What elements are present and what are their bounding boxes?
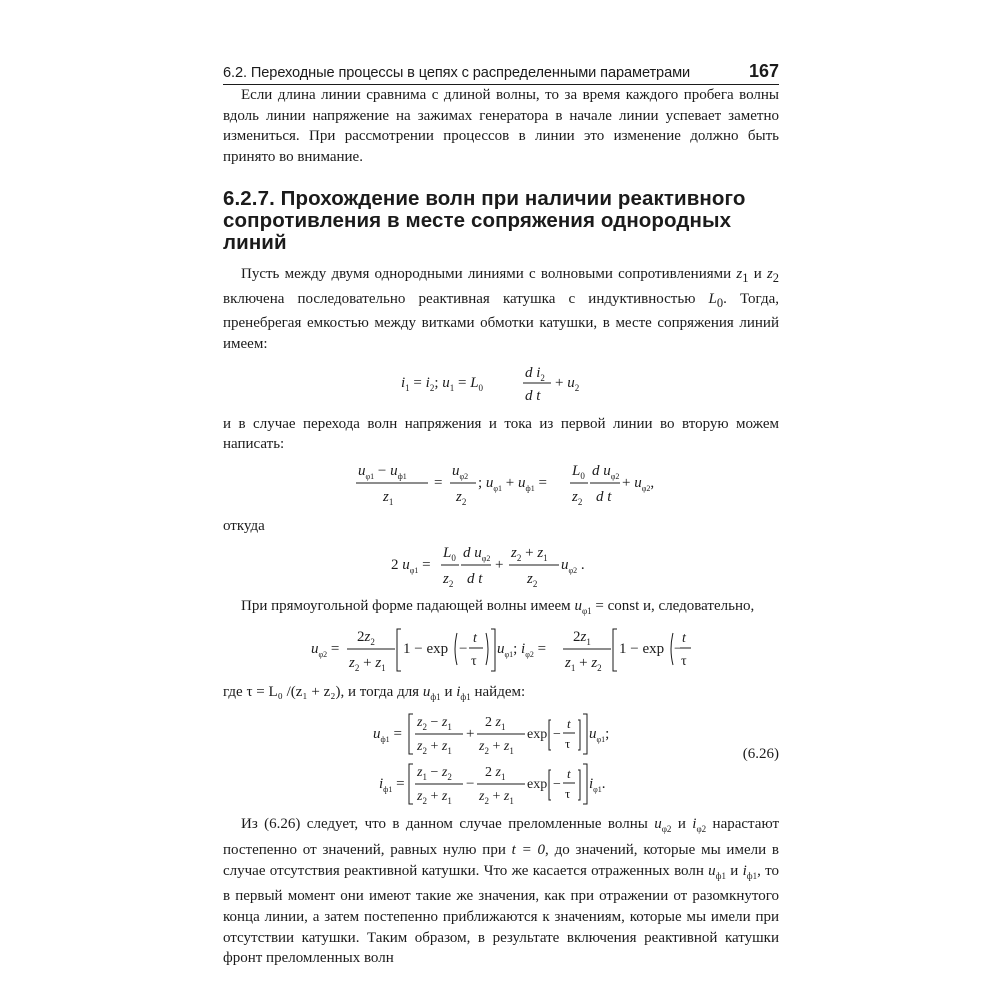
- svg-text:L0: $L_0$: [572, 463, 585, 482]
- paragraph-conclusion: Из (6.26) следует, что в данном случае преломленные волны $u_{\varphi 2}$ и $i_{\varphi 2}$ нарастают постепенно от значений, равных нулю при t = 0, до значений, которые мы имели в случае отсутствия реактивной катушки. Что же касается отраженных волн $u_{ф1}$ и $i_{ф1}$, то в первый момент они имеют такие же значения, как при отражении от разомкнутого конца линии, а затем постепенно приближаются к значениям, которые мы имели при отсутствии катушки. Таким образом, в результате включения реактивной катушки фронт преломленных волн: [223, 816, 780, 967]
- svg-text:exp: exp: [527, 727, 548, 743]
- svg-text:τ: τ: [565, 786, 571, 802]
- svg-text:+: +: [466, 726, 475, 743]
- equation-refracted-waves: [223, 621, 779, 682]
- svg-text:+ uφ2,: + $u_{\varphi 2}$,: [622, 475, 655, 494]
- book-page: [223, 60, 779, 969]
- paragraph-whence: откуда: [223, 518, 265, 535]
- running-head: [223, 60, 779, 85]
- svg-text:iф1 =: $i_{ф1}$ =: [379, 776, 405, 795]
- svg-text:−: −: [553, 777, 561, 793]
- svg-text:z2 + z1: $z_2 + z_1$: [417, 739, 452, 757]
- svg-text:t: t: [567, 766, 571, 782]
- svg-text:; uφ1 + uф1 =: ; $u_{\varphi 1} + u_{ф1}$ =: [478, 475, 547, 494]
- svg-text:d uφ2: d $u_{\varphi 2}$: [592, 463, 620, 482]
- equation-wave-transition: [223, 455, 779, 516]
- paragraph-tau: где τ = L₀ /(z₁ + z₂), и тогда для $u_{ф1}$ и $i_{ф1}$ найдем:: [223, 684, 526, 703]
- svg-text:z1: $z_1$: [383, 489, 394, 508]
- svg-text:+: +: [495, 556, 504, 573]
- svg-text:z2 + z1: $z_2 + z_1$: [479, 789, 514, 807]
- svg-text:z2 − z1: $z_2 - z_1$: [417, 715, 452, 733]
- svg-text:uφ1 − uф1: $u_{\varphi 1} - u_{ф1}$: [358, 463, 407, 482]
- svg-text:−: −: [466, 776, 475, 793]
- equation-number: (6.26): [742, 746, 779, 763]
- svg-text:−: −: [553, 727, 561, 743]
- svg-text:z2: $z_2$: [456, 489, 467, 508]
- svg-text:z2 + z1: $z_2 + z_1$: [479, 739, 514, 757]
- svg-text:−: −: [674, 641, 683, 658]
- svg-text:uφ1; iφ2 =: $u_{\varphi 1}$; $i_{\varphi 2}$ =: [497, 641, 547, 660]
- svg-text:z1 − z2: $z_1 - z_2$: [417, 765, 452, 783]
- svg-text:L0: $L_0$: [443, 544, 456, 563]
- equation-626: [223, 708, 779, 806]
- svg-text:2 z1: 2 $z_1$: [485, 715, 506, 733]
- svg-text:z2: $z_2$: [572, 489, 583, 508]
- svg-text:z2 + z1: $z_2 + z_1$: [417, 789, 452, 807]
- svg-text:i1 = i2; u1 = L0: $i_1 = i_2$; $u_1 = L_0$: [401, 374, 484, 393]
- svg-text:τ: τ: [565, 736, 571, 752]
- svg-text:d i2: d $i_2$: [525, 364, 545, 383]
- running-title: 6.2. Переходные процессы в цепях с распределенными параметрами: [223, 65, 691, 81]
- svg-text:uφ2 .: $u_{\varphi 2}$ .: [561, 556, 585, 575]
- svg-text:iφ1.: $i_{\varphi 1}$.: [589, 776, 606, 795]
- svg-text:2z1: $2z_1$: [573, 629, 591, 648]
- svg-text:t: t: [567, 716, 571, 732]
- svg-text:2 z1: 2 $z_1$: [485, 765, 506, 783]
- svg-text:τ: τ: [471, 654, 477, 670]
- svg-text:−: −: [459, 641, 468, 658]
- svg-text:z2: $z_2$: [443, 570, 454, 589]
- svg-text:uφ1;: $u_{\varphi 1}$;: [589, 726, 610, 745]
- paragraph-transition: и в случае перехода волн напряжения и тока из первой линии во вторую можем написать:: [223, 415, 779, 453]
- svg-text:z1 + z2: $z_1 + z_2$: [565, 655, 602, 674]
- svg-text:d t: d t: [467, 570, 483, 587]
- section-heading: 6.2.7. Прохождение волн при наличии реактивного сопротивления в месте сопряжения однородных линий: [223, 186, 746, 254]
- svg-text:z2 + z1: $z_2 + z_1$: [349, 655, 386, 674]
- svg-text:2 uφ1 =: 2 $u_{\varphi 1}$ =: [391, 556, 431, 575]
- svg-text:uφ2: $u_{\varphi 2}$: [452, 463, 469, 482]
- svg-text:2z2: $2z_2$: [357, 629, 375, 648]
- equation-incident-voltage: [223, 537, 779, 596]
- svg-text:d t: d t: [525, 387, 541, 404]
- svg-text:uф1 =: $u_{ф1}$ =: [373, 726, 402, 745]
- svg-text:τ: τ: [681, 654, 687, 670]
- svg-text:+ u2: + $u_2$: [555, 374, 580, 393]
- svg-text:t: t: [682, 631, 686, 647]
- svg-text:1 − exp: 1 − exp: [619, 641, 665, 658]
- svg-text:exp: exp: [527, 777, 548, 793]
- svg-text:z2 + z1: $z_2 + z_1$: [511, 544, 548, 563]
- svg-text:1 − exp: 1 − exp: [403, 641, 449, 658]
- svg-text:=: =: [434, 475, 443, 492]
- svg-text:t: t: [473, 631, 477, 647]
- paragraph-rectangular: При прямоугольной форме падающей волны имеем $u_{\varphi 1}$ = const и, следовательно,: [241, 597, 755, 616]
- svg-text:uφ2 =: $u_{\varphi 2}$ =: [311, 641, 340, 660]
- svg-text:d uφ2: d $u_{\varphi 2}$: [463, 544, 491, 563]
- equation-junction: [223, 355, 779, 414]
- intro-paragraph: Если длина линии сравнима с длиной волны, то за время каждого пробега волны вдоль линии напряжение на зажимах генератора в начале линии успевает заметно измениться. При рассмотрении процессов в линии это изменение должно быть принято во внимание.: [223, 87, 779, 166]
- page-number: 167: [748, 61, 779, 81]
- paragraph-setup: Пусть между двумя однородными линиями с волновыми сопротивлениями $z_1$ и $z_2$ включена последовательно реактивная катушка с индуктивностью $L_0$. Тогда, пренебрегая емкостью между витками обмотки катушки, в месте сопряжения линий имеем:: [223, 265, 780, 352]
- svg-text:d t: d t: [596, 489, 612, 506]
- svg-text:z2: $z_2$: [527, 570, 538, 589]
